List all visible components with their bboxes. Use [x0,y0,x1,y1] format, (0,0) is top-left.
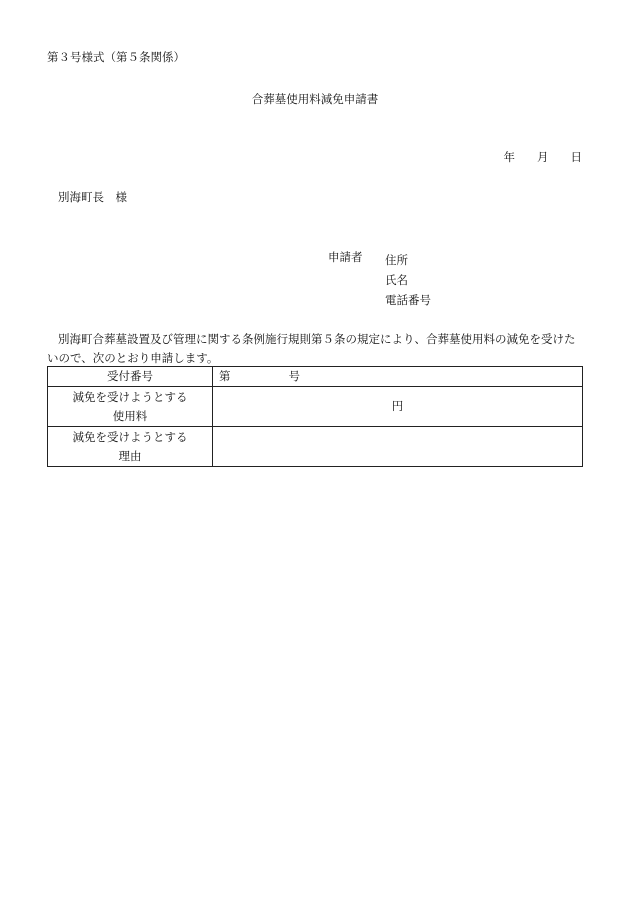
receipt-prefix: 第 [219,369,231,383]
applicant-fields [385,250,431,310]
document-title: 合葬墓使用料減免申請書 [251,92,379,106]
receipt-number-label: 受付番号 [48,367,213,387]
fee-amount-cell [213,387,583,427]
table-row [48,367,583,387]
applicant-label: 申請者 [328,250,363,264]
applicant-address-label: 住所 [385,253,408,267]
fee-label-line2: 使用料 [112,408,148,423]
receipt-number-cell [213,367,583,387]
reason-label-line1: 減免を受けようとする [72,429,188,444]
applicant-phone-label: 電話番号 [385,293,431,307]
application-table [47,366,583,467]
form-number: 第３号様式（第５条関係） [47,50,185,64]
date-day: 日 [570,150,582,164]
date-line [504,150,583,164]
applicant-name-label: 氏名 [385,273,408,287]
addressee: 別海町長 様 [58,190,127,204]
date-month: 月 [537,150,549,164]
fee-label-line1: 減免を受けようとする [72,389,188,404]
table-row [48,427,583,467]
fee-label [48,387,213,427]
table-row [48,387,583,427]
reason-cell [213,427,583,467]
reason-label [48,427,213,467]
fee-unit: 円 [391,399,404,413]
date-year: 年 [503,150,515,164]
receipt-suffix: 号 [288,369,300,383]
body-text: 別海町合葬墓設置及び管理に関する条例施行規則第５条の規定により、合葬墓使用料の減免を受けたいので、次のとおり申請します。 [47,332,576,365]
reason-label-line2: 理由 [118,448,142,463]
